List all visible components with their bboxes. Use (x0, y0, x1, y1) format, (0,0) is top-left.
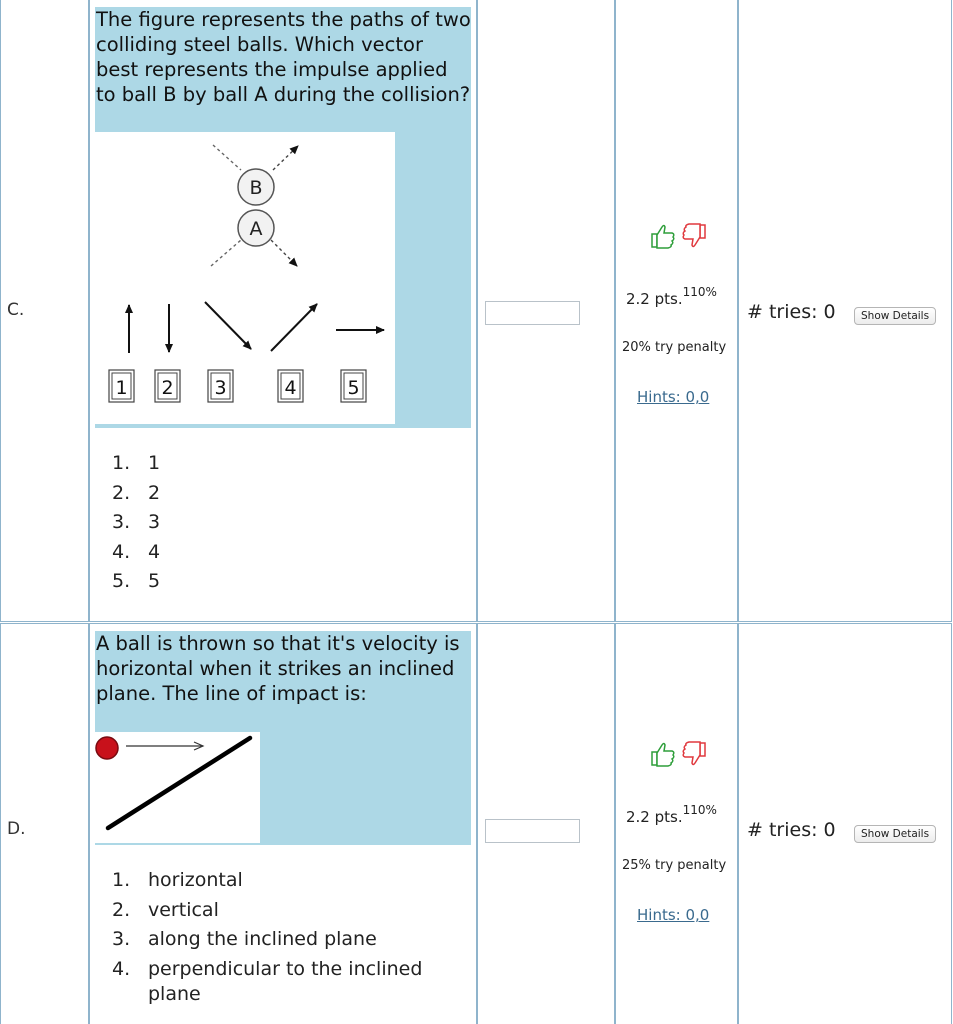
choice-number: 2. (112, 898, 131, 921)
choice-number: 4. (112, 540, 131, 563)
answer-cell (477, 0, 615, 622)
svg-text:1: 1 (115, 377, 128, 399)
answer-input[interactable] (485, 819, 580, 843)
choice-text: along the inclined plane (148, 928, 377, 950)
choice-item (90, 925, 448, 955)
choice-item (90, 896, 448, 926)
choice-number: 4. (112, 957, 131, 980)
choice-item (90, 955, 448, 1009)
choice-text: horizontal (148, 869, 243, 891)
choice-item (90, 449, 160, 479)
vector-3 (205, 302, 251, 349)
vector-label-4 (278, 370, 303, 402)
svg-text:3: 3 (214, 377, 227, 399)
incoming-path-top (213, 145, 241, 170)
svg-text:5: 5 (347, 377, 360, 399)
question-row-d (0, 622, 953, 1024)
points-label: 2.2 pts. (626, 290, 683, 308)
choice-text: perpendicular to the inclined plane (148, 957, 423, 1005)
try-penalty: 25% try penalty (622, 858, 727, 873)
thumbs-down-icon[interactable] (683, 742, 705, 765)
choice-item (90, 508, 160, 538)
svg-text:2: 2 (161, 377, 174, 399)
outgoing-path-b (273, 146, 298, 170)
collision-figure (95, 132, 395, 424)
show-details-button[interactable]: Show Details (854, 825, 936, 843)
show-details-button[interactable]: Show Details (854, 307, 936, 325)
choice-number: 2. (112, 481, 131, 504)
points-percent: 110% (682, 803, 717, 817)
scoring-cell (615, 623, 738, 1024)
choice-number: 1. (112, 869, 131, 891)
collision-diagram (95, 132, 395, 424)
choice-text: 4 (148, 540, 161, 563)
ball (96, 737, 118, 759)
choice-item (90, 538, 160, 568)
choice-list (90, 866, 448, 1009)
choice-text: vertical (148, 898, 219, 921)
question-prompt (95, 7, 471, 428)
hints-link[interactable]: Hints: 0,0 (637, 388, 710, 406)
choice-item (90, 866, 448, 896)
answer-cell (477, 623, 615, 1024)
ball-a-label: A (249, 218, 263, 240)
points-value (626, 805, 717, 826)
vector-label-5 (341, 370, 366, 402)
ball-b-label: B (249, 177, 263, 199)
choice-number: 3. (112, 928, 131, 950)
svg-text:4: 4 (284, 377, 297, 399)
choice-item (90, 567, 160, 597)
choice-text: 1 (148, 452, 161, 474)
vector-label-1 (109, 370, 134, 402)
points-label: 2.2 pts. (626, 808, 683, 826)
vector-4 (271, 304, 317, 351)
answer-input[interactable] (485, 301, 580, 325)
question-content-cell (89, 623, 477, 1024)
tries-cell (738, 623, 952, 1024)
points-value (626, 287, 717, 308)
outgoing-path-a (271, 240, 297, 266)
choice-list (90, 449, 160, 597)
scoring-cell (615, 0, 738, 622)
question-text: A ball is thrown so that it's velocity is horizontal when it strikes an inclined plane. The line of impact is: (96, 632, 460, 705)
choice-text: 3 (148, 511, 161, 533)
rating-icons (648, 222, 708, 250)
thumbs-up-icon[interactable] (652, 744, 674, 767)
question-content-cell (89, 0, 477, 622)
points-percent: 110% (682, 285, 717, 299)
question-letter-cell (0, 0, 89, 622)
incline-diagram (95, 732, 260, 843)
thumbs-down-icon[interactable] (683, 224, 705, 247)
choice-text: 2 (148, 481, 161, 504)
question-letter: D. (7, 819, 26, 839)
question-prompt (95, 631, 471, 845)
question-letter-cell (0, 623, 89, 1024)
choice-number: 3. (112, 511, 131, 533)
inclined-plane (108, 738, 250, 828)
tries-count: # tries: 0 (747, 301, 836, 323)
choice-number: 1. (112, 452, 131, 474)
try-penalty: 20% try penalty (622, 340, 727, 355)
rating-icons (648, 740, 708, 768)
incoming-path-bottom (211, 240, 241, 266)
vector-label-2 (155, 370, 180, 402)
choice-item (90, 479, 160, 509)
incline-figure (95, 732, 260, 843)
choice-text: 5 (148, 570, 161, 592)
question-text: The figure represents the paths of two colliding steel balls. Which vector best represents the impulse applied to ball B by ball A during the collision? (96, 8, 471, 106)
hints-link[interactable]: Hints: 0,0 (637, 906, 710, 924)
thumbs-up-icon[interactable] (652, 226, 674, 249)
choice-number: 5. (112, 570, 131, 592)
tries-cell (738, 0, 952, 622)
tries-count: # tries: 0 (747, 819, 836, 841)
vector-label-3 (208, 370, 233, 402)
question-letter: C. (7, 300, 25, 320)
